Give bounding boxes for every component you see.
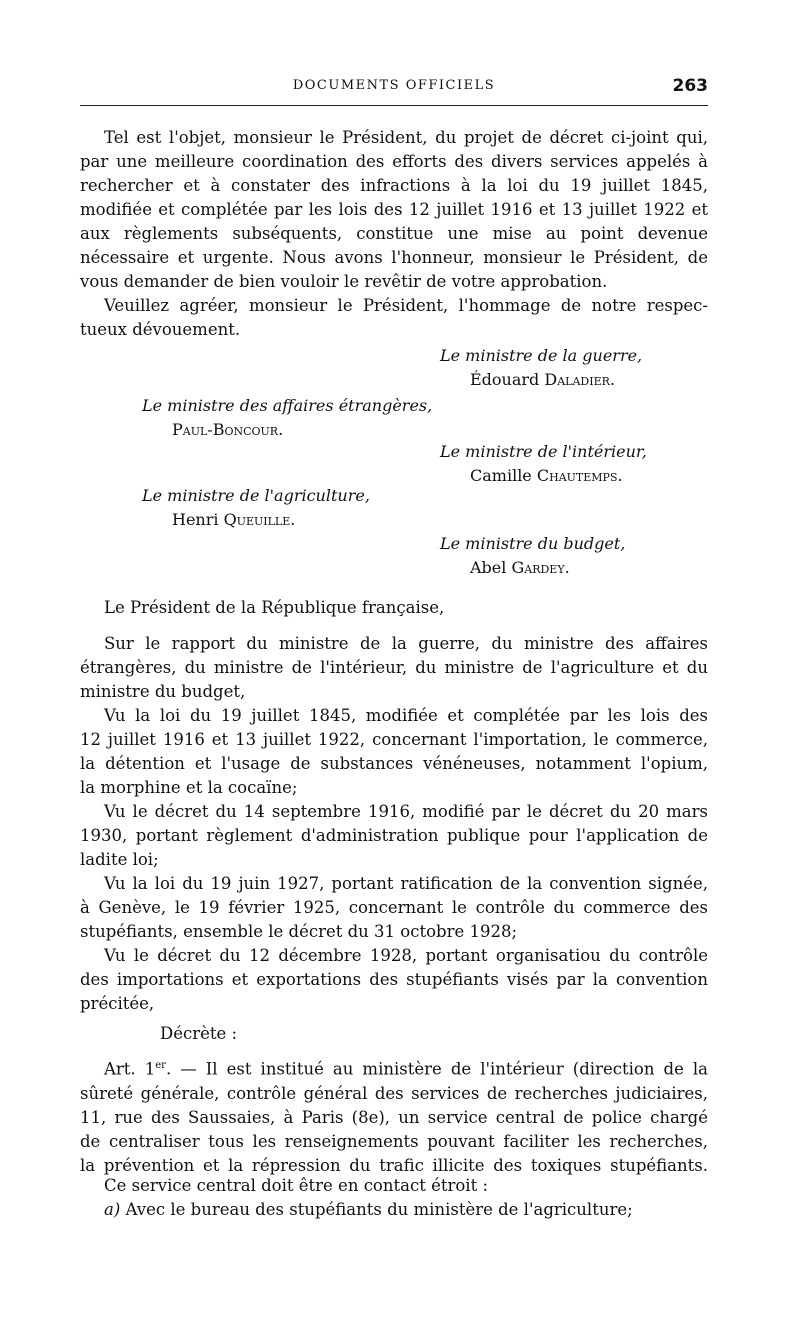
header-rule <box>80 105 708 106</box>
considerant-decret-1916 <box>80 800 708 872</box>
text-line: 1930, portant règlement d'administration publique pour l'application de <box>80 826 708 845</box>
text-line: sûreté générale, contrôle général des services de recherches judiciaires, <box>80 1083 708 1103</box>
text-line: a) Avec le bureau des stupéfiants du ministère de l'agriculture; <box>104 1200 633 1219</box>
signature-role: Le ministre de la guerre, <box>440 346 643 365</box>
text-line: Tel est l'objet, monsieur le Président, du projet de décret ci-joint qui, <box>104 128 708 147</box>
signature-name: Paul-Boncour. <box>172 420 284 439</box>
article-1 <box>80 1054 708 1178</box>
text-line: la morphine et la cocaïne; <box>80 778 298 797</box>
considerant-loi-1927 <box>80 872 708 944</box>
text-line: Vu le décret du 14 septembre 1916, modifié par le décret du 20 mars <box>104 802 708 821</box>
intro-paragraph <box>80 126 708 294</box>
text-line: tueux dévouement. <box>80 320 241 339</box>
contact-line: Ce service central doit être en contact étroit : <box>104 1176 489 1195</box>
signature-interieur <box>440 440 647 488</box>
text-line: nécessaire et urgente. Nous avons l'honneur, monsieur le Président, de <box>80 248 708 267</box>
signature-name: Édouard Daladier. <box>470 370 615 389</box>
text-line: précitée, <box>80 994 155 1013</box>
text-line: 12 juillet 1916 et 13 juillet 1922, concernant l'importation, le commerce, <box>80 730 708 749</box>
closing-paragraph <box>80 294 708 342</box>
text-line: vous demander de bien vouloir le revêtir de votre approbation. <box>80 272 608 291</box>
text-line: ministre du budget, <box>80 682 246 701</box>
text-line: des importations et exportations des stupéfiants visés par la convention <box>80 970 708 989</box>
signature-guerre <box>440 344 642 392</box>
page-header <box>80 76 708 100</box>
text-line: ladite loi; <box>80 850 159 869</box>
decrete-heading: Décrète : <box>160 1024 238 1043</box>
signature-name: Camille Chautemps. <box>470 466 623 485</box>
page-number: 263 <box>672 76 708 96</box>
text-line: Sur le rapport du ministre de la guerre, du ministre des affaires <box>104 634 708 653</box>
text-line: la détention et l'usage de substances vénéneuses, notamment l'opium, <box>80 754 708 773</box>
signature-role: Le ministre de l'intérieur, <box>440 442 647 461</box>
item-a <box>80 1198 708 1222</box>
text-line: stupéfiants, ensemble le décret du 31 octobre 1928; <box>80 922 518 941</box>
running-title: DOCUMENTS OFFICIELS <box>292 78 496 93</box>
text-line: aux règlements subséquents, constitue une mise au point devenue <box>80 224 708 243</box>
considerant-rapport <box>80 632 708 704</box>
text-line: Vu la loi du 19 juillet 1845, modifiée et complétée par les lois des <box>104 706 708 725</box>
signature-role: Le ministre de l'agriculture, <box>142 486 370 505</box>
signature-role: Le ministre des affaires étrangères, <box>142 396 433 415</box>
text-line: 11, rue des Saussaies, à Paris (8e), un service central de police chargé <box>80 1107 708 1127</box>
signature-agriculture <box>142 484 370 532</box>
text-line: Art. 1er. — Il est institué au ministère de l'intérieur (direction de la <box>104 1059 708 1079</box>
text-line: modifiée et complétée par les lois des 12 juillet 1916 et 13 juillet 1922 et <box>80 200 708 219</box>
text-line: rechercher et à constater des infractions à la loi du 19 juillet 1845, <box>80 176 708 195</box>
text-line: par une meilleure coordination des efforts des divers services appelés à <box>80 152 708 171</box>
text-line: Vu la loi du 19 juin 1927, portant ratification de la convention signée, <box>104 874 708 893</box>
considerant-loi-1845 <box>80 704 708 800</box>
text-line: Vu le décret du 12 décembre 1928, portant organisatiou du contrôle <box>104 946 708 965</box>
signature-budget <box>440 532 625 580</box>
text-line: à Genève, le 19 février 1925, concernant le contrôle du commerce des <box>80 898 708 917</box>
article-label: Art. 1 <box>104 1059 156 1079</box>
signature-role: Le ministre du budget, <box>440 534 626 553</box>
text-line: Veuillez agréer, monsieur le Président, l'hommage de notre respec- <box>104 296 708 315</box>
text-line: la prévention et la répression du trafic illicite des toxiques stupéfiants. <box>80 1155 708 1175</box>
signature-name: Abel Gardey. <box>470 558 570 577</box>
item-marker: a) <box>104 1200 121 1219</box>
text-line: de centraliser tous les renseignements pouvant faciliter les recherches, <box>80 1131 708 1151</box>
signature-name: Henri Queuille. <box>172 510 296 529</box>
signature-affaires-etrangeres <box>142 394 432 442</box>
considerant-decret-1928 <box>80 944 708 1016</box>
president-line: Le Président de la République française, <box>104 598 445 617</box>
text-line: étrangères, du ministre de l'intérieur, du ministre de l'agriculture et du <box>80 658 708 677</box>
